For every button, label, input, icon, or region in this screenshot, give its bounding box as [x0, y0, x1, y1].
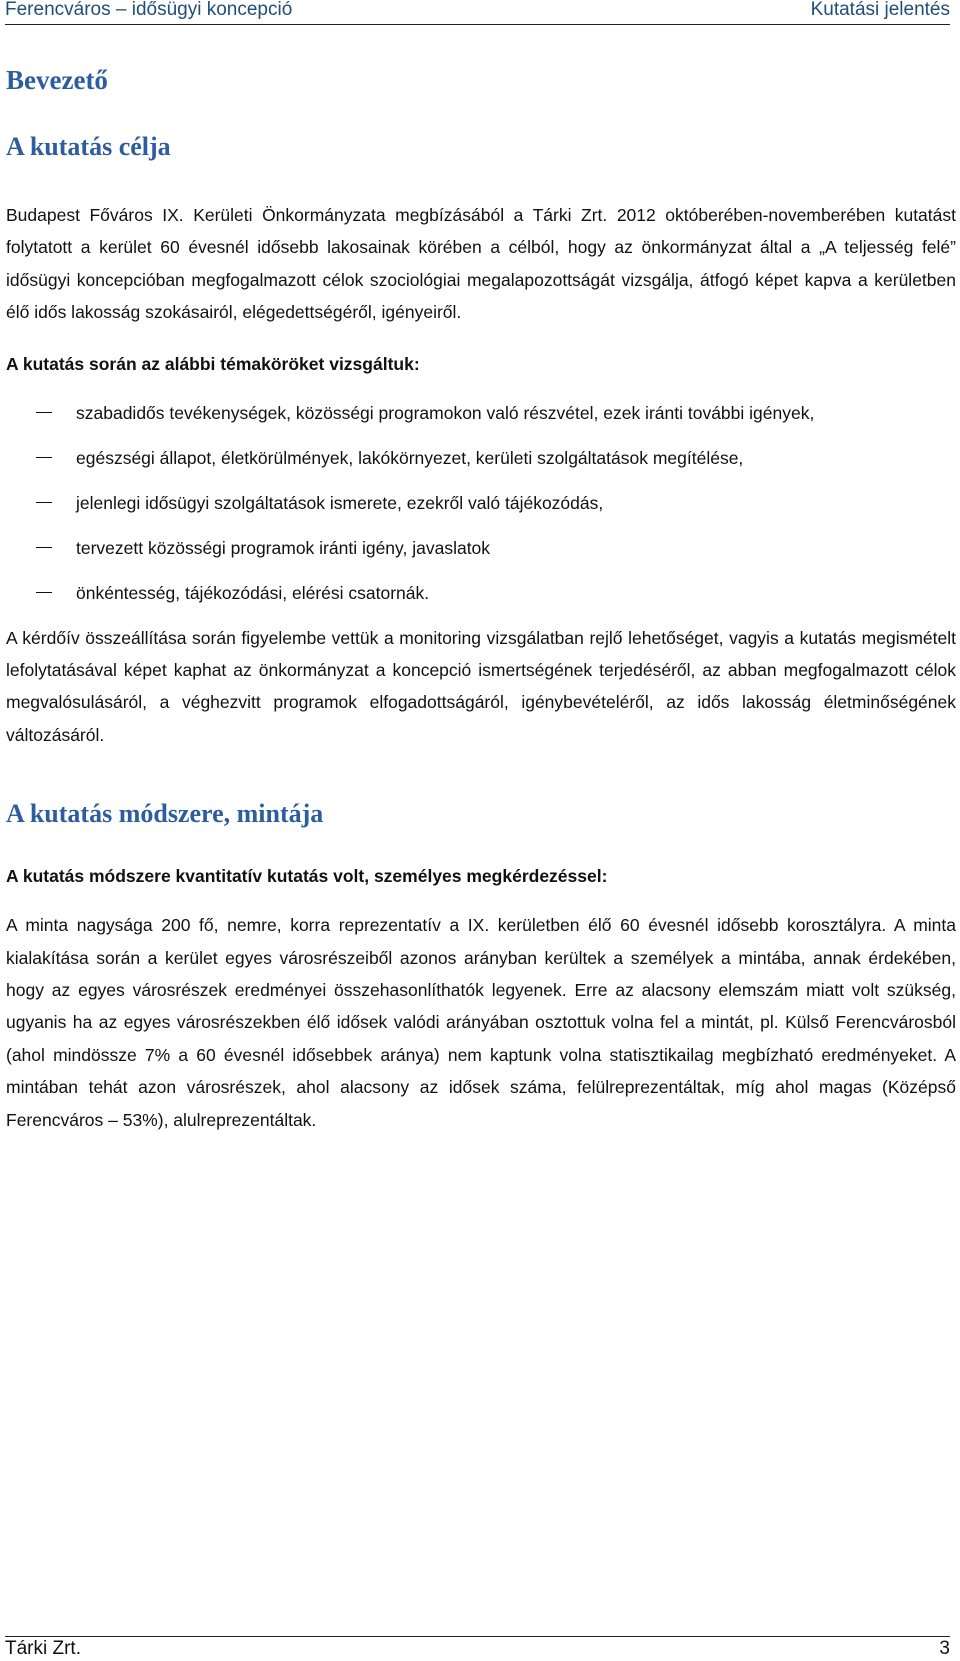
page-content	[6, 62, 956, 1136]
topics-lead: A kutatás során az alábbi témaköröket vizsgáltuk:	[6, 353, 420, 374]
dash-bullet-icon	[36, 547, 52, 548]
footer-company: Tárki Zrt.	[5, 1638, 81, 1659]
section-title-method: A kutatás módszere, mintája	[6, 799, 324, 829]
list-item-text: önkéntesség, tájékozódási, elérési csatornák.	[76, 582, 430, 603]
header-report-type: Kutatási jelentés	[810, 0, 950, 20]
dash-bullet-icon	[36, 412, 52, 413]
chapter-title: Bevezető	[6, 65, 108, 95]
sample-paragraph: A minta nagysága 200 fő, nemre, korra reprezentatív a IX. kerületben élő 60 évesnél idősebb korosztályra. A minta kialakítása során a kerület egyes városrészeiből azonos arányban kerültek a személyek a mintába, annak érdekében, hogy az egyes városrészek eredményei összehasonlíthatók legyenek. Erre az alacsony elemszám miatt volt szükség, ugyanis ha az egyes városrészekben élő idősek valódi arányában osztottuk volna fel a mintát, pl. Külső Ferencvárosból (ahol mindössze 7% a 60 évesnél idősebbek aránya) nem kaptunk volna statisztikailag megbízható eredményeket. A mintában tehát azon városrészek, ahol alacsony az idősek száma, felülreprezentáltak, míg ahol magas (Középső Ferencváros – 53%), alulreprezentáltak.	[6, 915, 956, 1130]
page-number: 3	[939, 1638, 950, 1659]
header-title: Ferencváros – idősügyi koncepció	[5, 0, 293, 20]
questionnaire-paragraph: A kérdőív összeállítása során figyelembe vettük a monitoring vizsgálatban rejlő lehetőséget, vagyis a kutatás megismételt lefolytatásával képet kaphat az önkormányzat a koncepció ismertségének terjedéséről, az abban megfogalmazott célok megvalósulásáról, a véghezvitt programok elfogadottságáról, igénybevételéről, az idős lakosság életminőségének változásáról.	[6, 627, 956, 745]
topics-list	[6, 397, 956, 609]
section-title-goal: A kutatás célja	[6, 132, 171, 161]
list-item	[6, 532, 956, 564]
method-section	[6, 797, 956, 1136]
list-item-text: tervezett közösségi programok iránti igény, javaslatok	[76, 537, 491, 558]
method-lead: A kutatás módszere kvantitatív kutatás volt, személyes megkérdezéssel:	[6, 866, 608, 887]
dash-bullet-icon	[36, 592, 52, 593]
page-header	[5, 0, 950, 25]
page-footer	[5, 1636, 950, 1660]
list-item-text: jelenlegi idősügyi szolgáltatások ismerete, ezekről való tájékozódás,	[76, 492, 604, 513]
list-item-text: szabadidős tevékenységek, közösségi programokon való részvétel, ezek iránti további igények,	[76, 402, 815, 423]
dash-bullet-icon	[36, 502, 52, 503]
dash-bullet-icon	[36, 457, 52, 458]
list-item	[6, 397, 956, 429]
list-item-text: egészségi állapot, életkörülmények, lakókörnyezet, kerületi szolgáltatások megítélése,	[76, 447, 744, 468]
intro-paragraph: Budapest Főváros IX. Kerületi Önkormányzata megbízásából a Tárki Zrt. 2012 októberében-novemberében kutatást folytatott a kerület 60 évesnél idősebb lakosainak körében a célból, hogy az önkormányzat által a „A teljesség felé” idősügyi koncepcióban megfogalmazott célok szociológiai megalapozottságát vizsgálja, átfogó képet kapva a kerületben élő idős lakosság szokásairól, elégedettségéről, igényeiről.	[6, 205, 956, 323]
list-item	[6, 442, 956, 474]
list-item	[6, 577, 956, 609]
list-item	[6, 487, 956, 519]
